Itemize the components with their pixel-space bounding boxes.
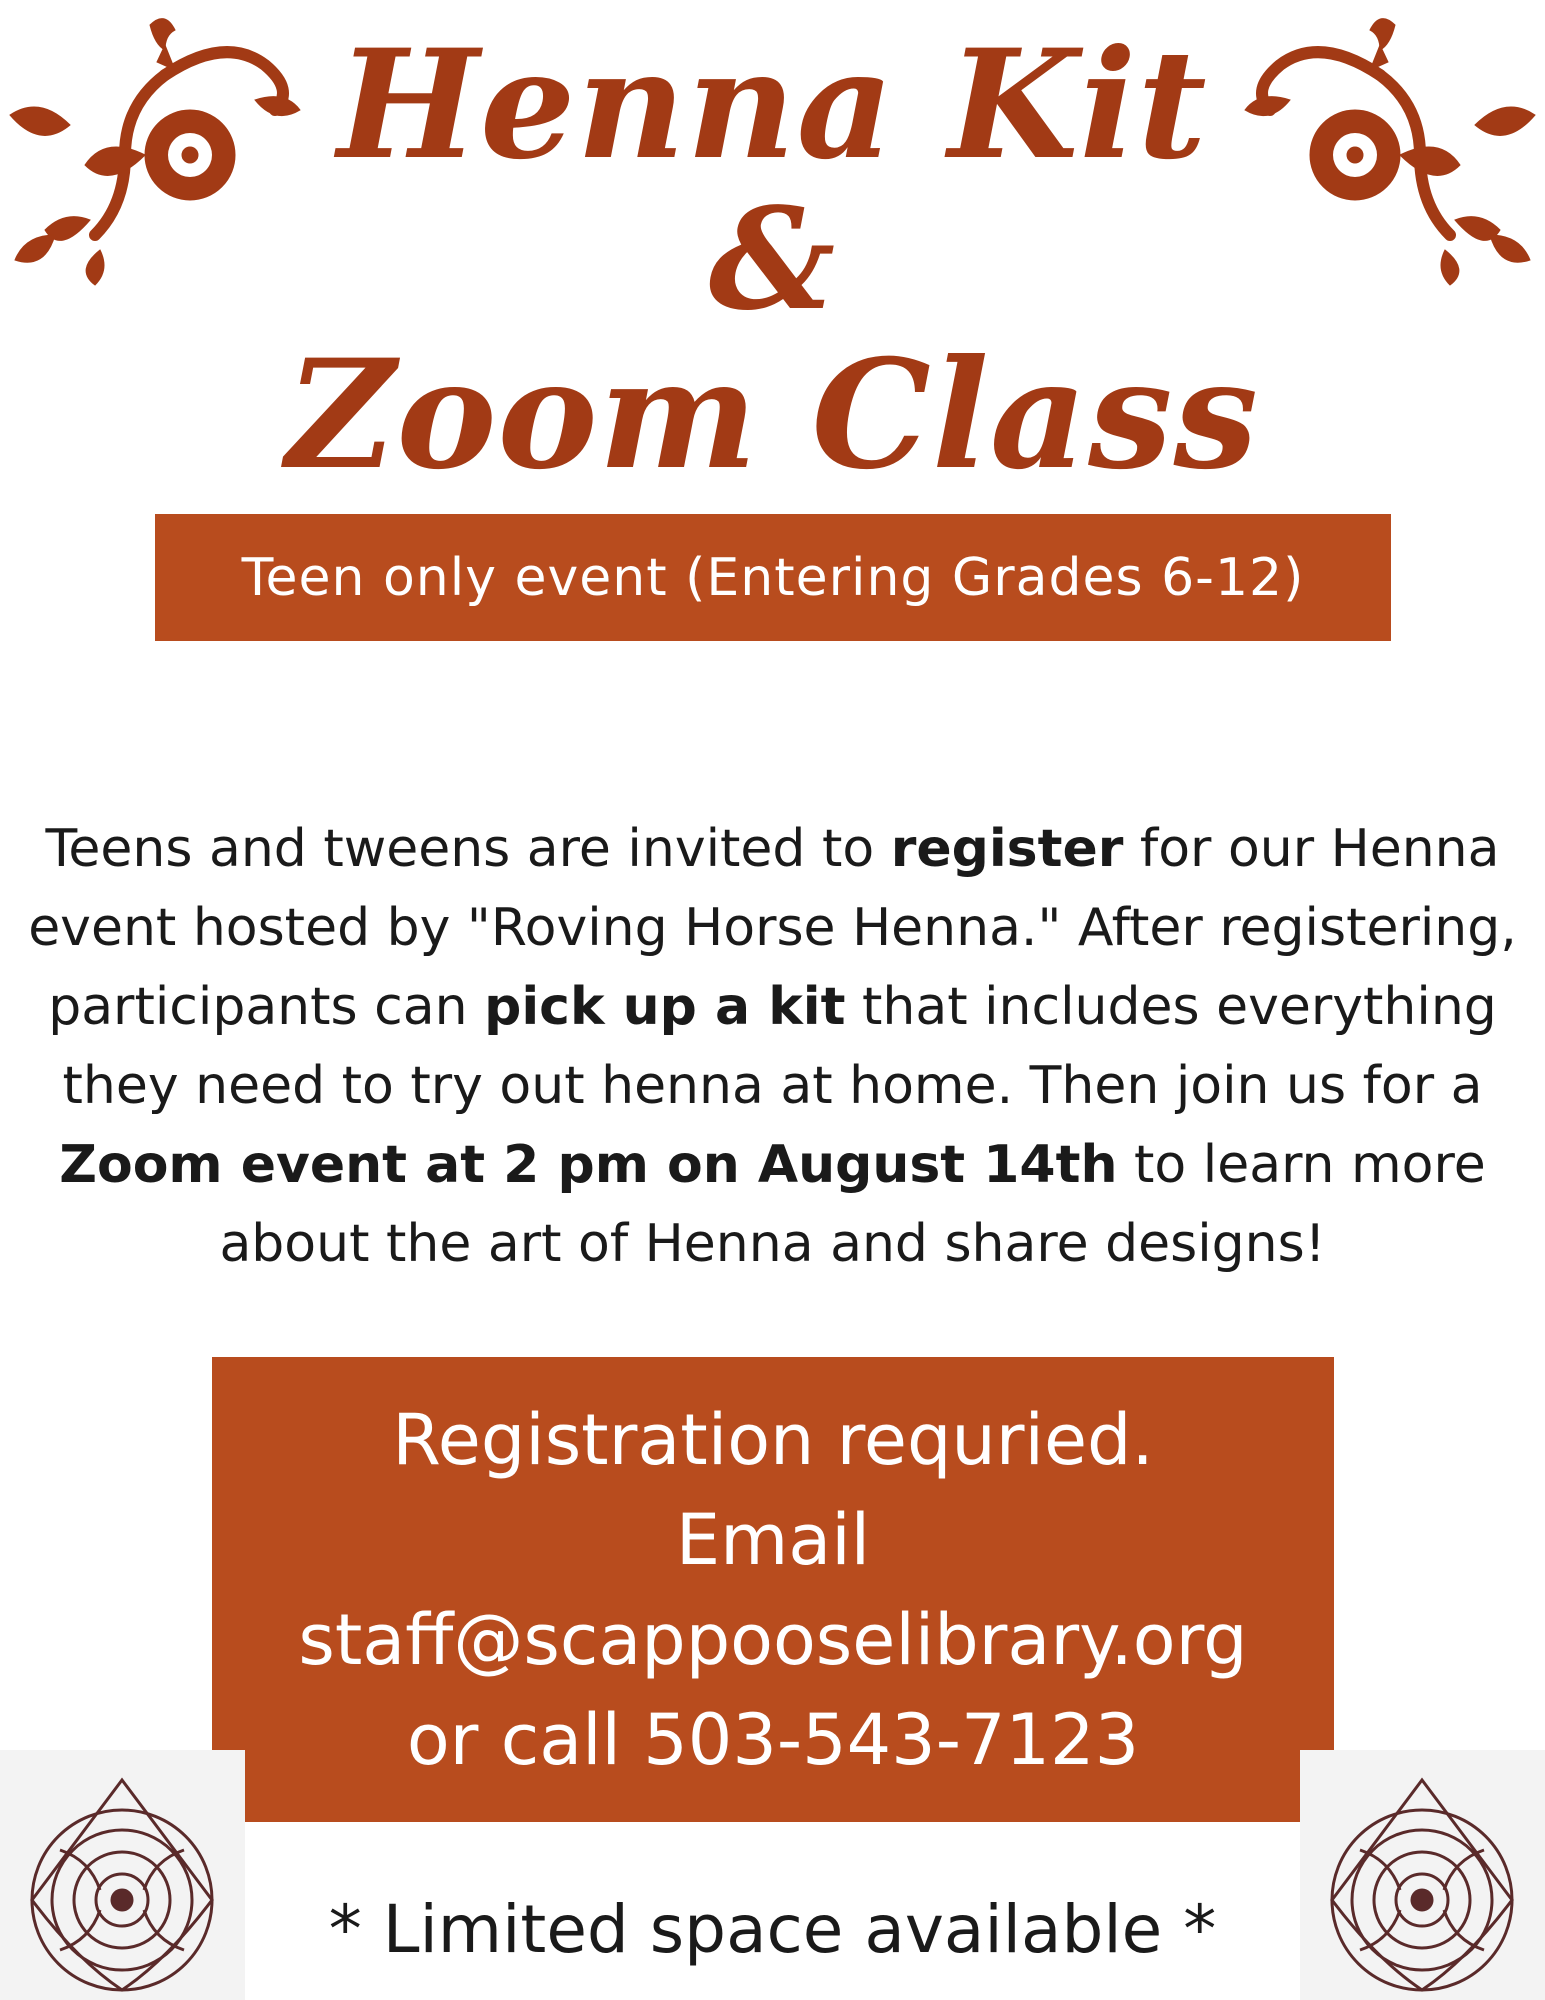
registration-box (212, 1357, 1334, 1822)
email-label: Email (675, 1498, 871, 1581)
limited-space-note: * Limited space available * (328, 1891, 1217, 1968)
teen-only-banner (155, 514, 1391, 641)
title-ampersand: & (708, 178, 837, 342)
phone-number[interactable]: or call 503-543-7123 (406, 1698, 1140, 1781)
description-part-1: Teens and tweens are invited to (45, 819, 891, 879)
title-line-1: Henna Kit (337, 17, 1208, 193)
pick-up-kit-emphasis: pick up a kit (484, 977, 846, 1037)
register-emphasis: register (890, 819, 1124, 879)
description-part-4: to learn more about the art of Henna and share designs! (219, 1135, 1486, 1274)
title-line-3: Zoom Class (286, 327, 1259, 503)
event-description (20, 810, 1525, 1284)
email-address[interactable]: staff@scappooselibrary.org (298, 1598, 1248, 1681)
description-part-3: that includes everything they need to try out henna at home. Then join us for a (62, 977, 1497, 1116)
zoom-event-emphasis: Zoom event at 2 pm on August 14th (59, 1135, 1118, 1195)
description-part-2: for our Henna event hosted by "Roving Horse Henna." After registering, participants can (28, 819, 1517, 1037)
banner-text: Teen only event (Entering Grades 6-12) (241, 547, 1305, 608)
registration-required: Registration requried. (392, 1398, 1154, 1481)
